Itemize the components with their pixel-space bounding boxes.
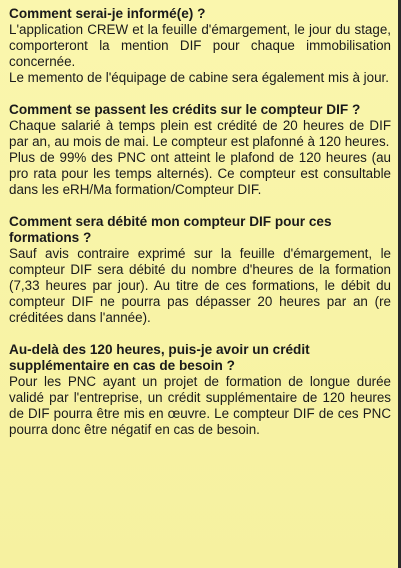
faq-section-credits: [9, 102, 391, 198]
faq-section-extra-credit: [9, 342, 391, 438]
faq-section-information: [9, 6, 391, 86]
question-heading: Comment se passent les crédits sur le compteur DIF ?: [9, 102, 361, 117]
question-heading: Comment serai-je informé(e) ?: [9, 6, 206, 21]
answer-paragraph: Plus de 99% des PNC ont atteint le plafond de 120 heures (au pro rata pour les temps alternés). Ce compteur est consultable dans les eRH/Ma formation/Compteur DIF.: [9, 150, 391, 197]
answer-paragraph: Chaque salarié à temps plein est crédité de 20 heures de DIF par an, au mois de mai. Le compteur est plafonné à 120 heures.: [9, 118, 391, 149]
answer-paragraph: Le memento de l'équipage de cabine sera également mis à jour.: [9, 70, 389, 85]
faq-section-debit: [9, 214, 391, 326]
answer-paragraph: Pour les PNC ayant un projet de formation de longue durée validé par l'entreprise, un crédit supplémentaire de 120 heures de DIF pourra être mis en œuvre. Le compteur DIF de ces PNC pourra donc être négatif en cas de besoin.: [9, 374, 391, 437]
question-heading: Au-delà des 120 heures, puis-je avoir un crédit supplémentaire en cas de besoin ?: [9, 342, 310, 373]
answer-paragraph: Sauf avis contraire exprimé sur la feuille d'émargement, le compteur DIF sera débité du nombre d'heures de la formation (7,33 heures par jour). Au titre de ces formations, le débit du compteur DIF ne pourra pas dépasser 20 heures par an (re créditées dans l'année).: [9, 246, 391, 325]
answer-paragraph: L'application CREW et la feuille d'émargement, le jour du stage, comporteront la mention DIF pour chaque immobilisation concernée.: [9, 22, 391, 69]
question-heading: Comment sera débité mon compteur DIF pour ces formations ?: [9, 214, 332, 245]
